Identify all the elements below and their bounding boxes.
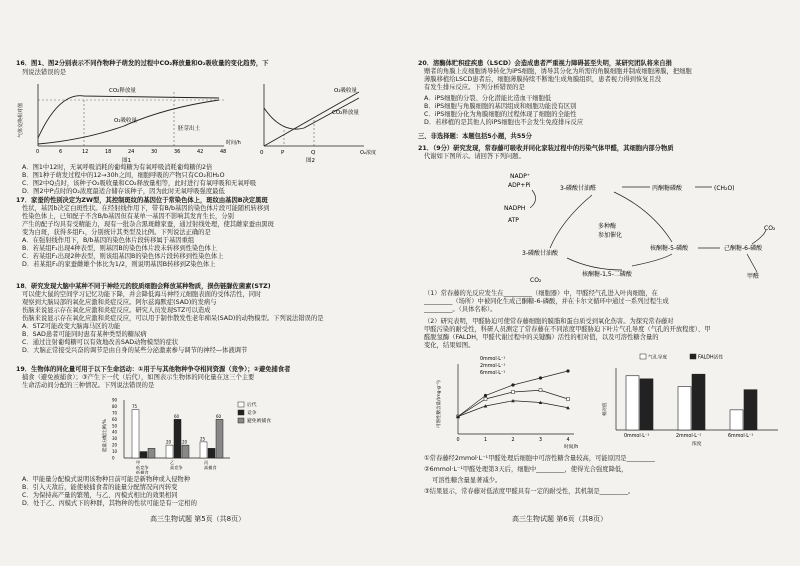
q19-bar [148, 448, 155, 458]
fig1-caption: 图1 [122, 158, 131, 163]
q20-line-2: 赠者的角膜上皮细胞诱导转化为iPS细胞，诱导其分化为所需的角膜细胞并制成细胞薄膜，把细胞 [424, 68, 692, 75]
q21-sub2-line-4: 变化，结果如图。 [424, 342, 475, 349]
node-co2-in: CO₂ [530, 277, 542, 284]
line-chart-xtick: 0 [456, 438, 460, 443]
q19-bar [132, 410, 139, 458]
arrow-rubp-ru5p [632, 254, 672, 266]
line-chart-series [458, 390, 568, 416]
fig2-point-p: P [281, 150, 285, 156]
q21-sub3-line-3: 可溶性糖含量显著减少。 [432, 477, 502, 484]
bar-chart-xlabel: 浓度 [692, 442, 702, 447]
q17-option-b: B．若某组F₁出现4种表型，则基因B的染色体片段未转移到性染色体上 [22, 245, 218, 252]
node-enzymes-2: 参加催化 [598, 232, 623, 239]
line-chart-legend: 6mmol·L⁻¹ [480, 371, 506, 376]
q21-line-1: 21．（9分）研究发现，常春藤可吸收并同化家装过程中的污染气体甲醛，其细胞内部分物质 [418, 145, 674, 152]
q19-ytick: 10 [112, 449, 118, 455]
q17-line-1: 17．家蚕的性别决定为ZW型，其控制斑纹的基因位于常染色体上，斑纹由基因B决定黑斑 [16, 197, 268, 204]
q21-sub3-line-1: ①常春藤经2mmol·L⁻¹甲醛处理后细胞中可溶性糖含量较高，可能原因是_________ [424, 455, 655, 462]
q19-bar [208, 448, 215, 458]
q18-option-a: A．STZ可能改变大脑海马区的功能 [22, 323, 121, 330]
q19-ytick: 60 [112, 416, 118, 422]
fig2-xlabel: O₂浓度 [360, 150, 376, 156]
fig1 [17, 84, 241, 163]
fig2-o2-label: O₂吸收量 [334, 88, 358, 94]
fig1-xtick: 18 [105, 149, 112, 155]
q19-legend-swatch [238, 418, 244, 423]
fig1-co2-label: CO₂释放量 [109, 88, 136, 94]
q20-option-a: A．iPS细胞的分裂、分化潜能比造血干细胞低 [424, 95, 552, 102]
q21-line-2: 代谢如下图所示。请回答下列问题。 [424, 153, 525, 160]
bar-chart-bar [626, 376, 639, 430]
line-chart-point [512, 391, 515, 394]
fig2-o2-curve [264, 92, 359, 146]
line-chart-xtick: 3 [539, 438, 543, 443]
arrow-ru5p-g3p [614, 192, 672, 242]
q17-line-5: 变为白斑，获得多组F₁，分别统计其类型及比例。下列说法正确的是 [22, 229, 211, 236]
line-chart-point [484, 394, 487, 397]
line-chart-point [566, 369, 569, 372]
arrow-cofactors [530, 190, 536, 208]
left-footer: 高三生物试题 第5页（共8页） [150, 515, 246, 523]
q18-line-2: 可以使大鼠的空间学习记忆功能下降，并会降低海马神经元细胞表面的受体活性，同时 [22, 291, 262, 298]
node-atp: ATP [508, 217, 519, 224]
line-chart-point [511, 383, 514, 386]
q19-bar [166, 445, 173, 458]
q19-legend-swatch [238, 402, 244, 407]
q21-sub2-line-1: （2）研究表明，甲醛胁迫可使常春藤细胞的膜脂和蛋白质受到氧化伤害。为探究常春藤对 [424, 318, 674, 325]
bar-chart-category: 2mmol·L⁻¹ [676, 434, 702, 439]
q20-option-c: C．iPS细胞分化为角膜细胞的过程体现了细胞的全能性 [424, 111, 577, 118]
node-co2-side: CO₂ [764, 225, 776, 232]
right-footer: 高三生物试题 第6页（共8页） [512, 515, 608, 523]
q19-bar [140, 452, 147, 458]
fig1-ylabel: 气体交换相对值 [18, 102, 24, 138]
bar-chart-legend-label: FALDH活性 [698, 355, 724, 361]
q19-ytick: 0 [112, 455, 115, 461]
q19-data-label: 20 [182, 439, 188, 445]
arrow-g3p-3pga [550, 195, 592, 248]
q17-option-a: A．在强射线作用下，B/b基因的染色体片段转移属于基因重组 [22, 237, 195, 244]
q17-option-d: D．若某组F₁的家蚕雌雄个体比为1/2，则说明基因B转移到Z染色体上 [22, 261, 216, 268]
q20-line-4: 有发生排斥反应。下列分析错误的是 [424, 84, 525, 91]
line-chart-point [539, 376, 542, 379]
q19-data-label: 60 [216, 413, 222, 419]
q19-line-2: 捕食（避免被捕食）；③产生下一代（后代），如图表示生物体的同化量在这三个主要 [22, 374, 255, 381]
q20-line-3: 薄膜移植给LSCD患者后，细胞薄膜持续不断地生成角膜组织，患者视力得到恢复且没 [424, 76, 662, 83]
q19-legend-label: 后代 [247, 403, 257, 408]
q21-sub3-line-4: ③结果显示，常春藤对低浓度甲醛具有一定的耐受性，其机制是_________。 [424, 488, 635, 495]
q19-bar [182, 445, 189, 458]
fig1-xlabel: 时间/h [226, 140, 241, 146]
bar-chart-bar [744, 390, 757, 430]
fig2-point-q: Q [311, 150, 316, 156]
q21-pathway-diagram [502, 160, 792, 285]
bar-chart-legend-label: 气孔导度 [648, 355, 668, 361]
q19-bar [200, 442, 207, 458]
fig1-xtick: 24 [128, 149, 135, 155]
bar-chart-category: 0mmol·L⁻¹ [624, 434, 650, 439]
fig1-ticks [36, 149, 226, 155]
q19-category-label: 低捕食 [136, 470, 149, 474]
fig1-stage-label: 胚芽出土 [178, 126, 201, 132]
right-page [402, 0, 800, 566]
q19-option-c: C．为保持高产量的繁殖，与乙、丙模式相比的效果相同 [22, 492, 178, 499]
line-chart-ylabel: 可溶性糖含量/(mg·g⁻¹) [437, 380, 442, 428]
q19-option-d: D．处于乙、丙模式下的种群，其物种的性状可能是有一定相的 [22, 500, 197, 507]
fig1-xtick: 48 [220, 149, 227, 155]
bar-chart-bar [692, 374, 705, 430]
q19-data-label: 25 [200, 436, 206, 442]
q21-sub1-line-2: _________（场所）中被同化生成己酮糖-6-磷酸，并在卡尔文循环中通过一系列过程生成 [424, 298, 669, 305]
q20-option-d: D．若移植的是其他人的iPS细胞也不会发生免疫排斥反应 [424, 119, 584, 126]
q21-bar-chart [600, 350, 790, 450]
section-3-heading: 三、非选择题：本题包括5小题，共55分 [418, 133, 532, 140]
left-page [0, 0, 398, 566]
q20-option-b: B．iPS细胞与角膜细胞的基因组成和细胞功能没有区别 [424, 103, 577, 110]
q19-legend-label: 避免被捕食 [247, 419, 271, 424]
q19-data-label: 75 [132, 404, 138, 410]
node-hu6p: 己酮糖-6-磷酸 [724, 245, 763, 252]
q19-data-label: 60 [174, 413, 180, 419]
q18-option-d: D．大脑正常接受兴奋的调节是由自身的某些分泌激素参与调节的神经—体液调节 [22, 347, 248, 354]
q19-option-a: A．甲能量分配模式说明该物种目前可能是新物种或入侵物种 [22, 476, 191, 483]
line-chart-xlabel: 时间/h [564, 445, 579, 450]
q21-sub2-line-3: 醛脱氢酶（FALDH，甲醛代谢过程中的关键酶）活性的相对值，以及可溶性糖含量的 [424, 334, 659, 341]
q19-category-label: 丙 [204, 460, 209, 465]
fig1-xtick: 36 [174, 149, 181, 155]
node-ru5p: 核酮糖-5-磷酸 [650, 245, 689, 252]
q16-option-b: B．图1种子萌发过程中的12→30h之间，细胞呼吸的产物只有CO₂和H₂O [22, 172, 225, 179]
q19-bar [174, 419, 181, 458]
q21-sub1-line-3: _________。（具体名称）。 [424, 306, 497, 313]
line-chart-legend: 2mmol·L⁻¹ [480, 364, 506, 369]
fig1-xtick: 12 [82, 149, 89, 155]
bar-chart-category: 6mmol·L⁻¹ [728, 434, 754, 439]
q19-line-1: 19．生物体的同化量可用于以下生命活动：①用于与其他物种争夺相同资源（竞争）；②避免捕食者 [16, 366, 291, 373]
q19-bar-chart [100, 392, 300, 474]
q19-category-label: 甲 [136, 460, 141, 465]
q19-ytick: 70 [112, 410, 118, 416]
q19-ytick: 40 [112, 429, 118, 435]
node-nadph: NADPH [504, 205, 526, 212]
q19-ylabel: 能量分配比例/% [103, 419, 108, 452]
fig1-o2-label: O₂吸收量 [114, 118, 138, 124]
fig2 [260, 84, 376, 163]
fig1-xtick: 0 [36, 149, 40, 155]
fig1-xtick: 6 [59, 149, 63, 155]
q19-data-label: 20 [166, 439, 172, 445]
bar-chart-bar [640, 379, 653, 430]
q18-option-c: C．通过注射葡萄糖可以有效地改善SAD动物模型的症状 [22, 339, 179, 346]
line-chart-legend: 0mmol·L⁻¹ [480, 357, 506, 362]
bar-chart-ylabel: 相对值 [603, 402, 608, 416]
q19-ytick: 80 [112, 403, 118, 409]
arrow-hu6p-co2 [752, 230, 766, 244]
q19-option-b: B．引入天敌后，能使被捕食者的能量分配情况向丙转变 [22, 484, 178, 491]
fig1-xtick: 42 [197, 149, 204, 155]
q17-line-4: 产生的配子均具有受精能力，现有一批杂合黑斑雌家蚕，通过射线处理，使其雌家蚕由黑斑 [22, 221, 274, 228]
bar-chart-bar [730, 410, 743, 430]
q18-line-1: 18．研究发现大脑中某种不同于神经元的胶质细胞会释放某种物质，损伤链脲佐菌素(STZ) [16, 283, 271, 290]
arrow-3pga-rubp [567, 258, 622, 270]
q18-line-3: 观察到大脑局部的氧化应激和炎症反应。阿尔兹海默症(SAD)的发病与 [22, 299, 217, 306]
q19-ytick: 20 [112, 442, 118, 448]
line-chart-point [539, 389, 542, 392]
q19-category-label: 乙 [170, 460, 175, 465]
node-enzymes-1: 多种酶 [598, 223, 617, 230]
line-chart-point [567, 398, 570, 401]
node-adp: ADP+Pi [508, 182, 531, 189]
q17-line-2: 性状，基因b决定白斑性状。在经射线作用下，带有B/b基因的染色体片段可能随机转移到 [22, 205, 270, 212]
node-nadp: NADP⁺ [510, 173, 530, 180]
q19-legend-swatch [238, 410, 244, 415]
line-chart-point [484, 398, 487, 401]
node-3pga: 3-磷酸甘油酸 [522, 250, 558, 257]
bar-chart-bar [678, 387, 691, 430]
line-chart-xtick: 4 [566, 438, 570, 443]
q18-line-5: 伤脑来说显示存在氧化应激和炎症反应，可以用于制作散发性老年痴呆(SAD)的动物模型。下列说法错误的是 [22, 315, 324, 322]
q18-option-b: B．SAD患者可能同时患有某种类型的糖尿病 [22, 331, 147, 338]
q19-ytick: 90 [112, 397, 118, 403]
node-rubp: 核酮糖-1,5-二磷酸 [582, 271, 632, 278]
q19-ytick: 50 [112, 423, 118, 429]
line-chart-xtick: 1 [484, 438, 488, 443]
q19-line-3: 生命活动间分配的三种情况。下列说法错误的是 [22, 382, 155, 389]
node-formaldehyde: 甲醛 [747, 273, 760, 280]
q16-figures [14, 78, 384, 163]
fig2-caption: 图2 [306, 158, 315, 163]
q18-line-4: 伤脑来说显示存在氧化应激和炎症反应。研究人员发现STZ可以造成 [22, 307, 211, 314]
node-g3p: 3-磷酸甘油醛 [560, 185, 596, 192]
fig2-co2-label: CO₂释放量 [332, 110, 359, 116]
fig2-origin: 0 [260, 150, 264, 156]
bar-chart-legend-swatch [690, 354, 696, 359]
q19-ytick: 30 [112, 436, 118, 442]
node-ch2o: (CH₂O) [714, 185, 735, 192]
q16-stem: 16．图1、图2分别表示不同作物种子萌发的过程中CO₂释放量和O₂吸收量的变化趋势，下 [16, 60, 269, 67]
q21-sub2-line-2: 甲醛污染的耐受性，科研人员测定了常春藤在不同浓度甲醛胁迫下叶片气孔导度（气孔的开放程度）、甲 [424, 326, 711, 333]
q16-stem2: 列说法错误的是 [22, 69, 67, 76]
q21-sub3-line-2: ②6mmol·L⁻¹甲醛处理第3天后，细胞中_________，使得光合强度降低， [424, 466, 628, 473]
q19-bar [216, 419, 223, 458]
line-chart-series [458, 401, 568, 417]
q16-option-c: C．图2中Q点时，该种子O₂吸收量和CO₂释放量相等，此时进行有氧呼吸和无氧呼吸 [22, 180, 257, 187]
q19-category-label: 低竞争 [136, 465, 149, 470]
q20-line-1: 20．溶酶体贮积症疾患（LSCD）会造成患者严重视力障碍甚至失明，某研究团队将来自捐 [418, 60, 672, 67]
q17-line-3: 性染色体上，已知配子不含B/b基因但有某单一基因不影响其发育生长，分别 [22, 213, 234, 220]
q17-option-c: C．若某组F₁出现2种表型，则该组基因B的染色体片段转移到性染色体上 [22, 253, 224, 260]
fig1-xtick: 30 [151, 149, 158, 155]
arrow-formaldehyde-hu6p [747, 254, 757, 272]
q21-line-chart [432, 350, 592, 450]
q19-legend-label: 竞争 [247, 411, 257, 416]
q16-option-a: A．图1中12时，无氧呼吸消耗的葡萄糖为有氧呼吸消耗葡萄糖的2倍 [22, 164, 213, 171]
line-chart-xtick: 2 [511, 438, 515, 443]
q19-category-label: 高竞争 [170, 465, 183, 470]
bar-chart-legend-swatch [640, 354, 646, 359]
q21-sub1-line-1: （1）常春藤的光反应发生在_________（细胞器）中，甲醛经气孔进入叶肉细胞，在 [424, 290, 658, 297]
q19-category-label: 高捕食 [204, 465, 217, 470]
q16-option-d: D．图2中P点时的O₂浓度最适合储存该种子，因为此时无氧呼吸强度最低 [22, 188, 225, 195]
node-dhap: 丙酮糖磷酸 [652, 185, 683, 192]
